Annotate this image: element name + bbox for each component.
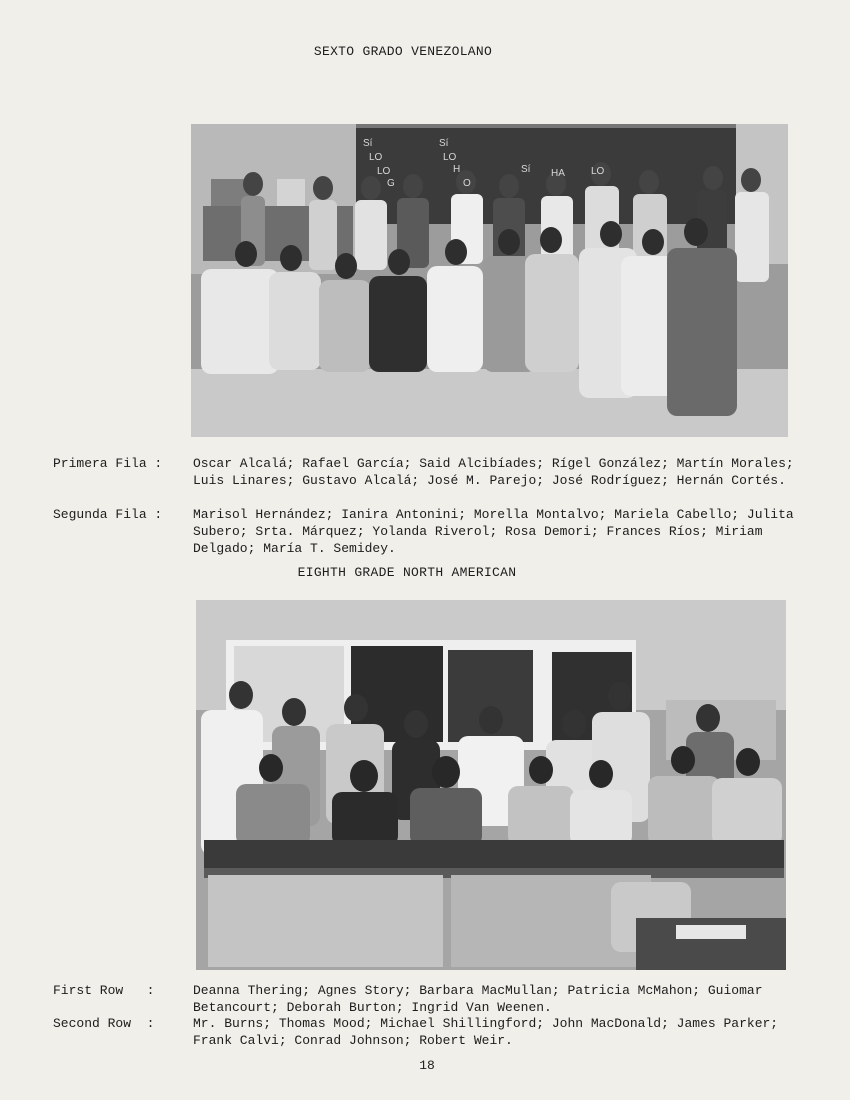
caption-label: Segunda Fila : — [53, 507, 163, 522]
caption-first-row — [53, 982, 813, 1016]
caption-names: Mr. Burns; Thomas Mood; Michael Shillingford; John MacDonald; James Parker; Frank Calvi; Conrad Johnson; Robert Weir. — [193, 1016, 779, 1048]
chalkboard-letter: LO — [591, 166, 605, 177]
caption-label: Second Row : — [53, 1016, 155, 1031]
caption-names: Deanna Thering; Agnes Story; Barbara MacMullan; Patricia McMahon; Guiomar Betancourt; Deborah Burton; Ingrid Van Weenen. — [193, 983, 763, 1015]
caption-label: First Row : — [53, 983, 155, 998]
chalkboard-letter: Sí — [363, 138, 373, 149]
chalkboard-letter: LO — [369, 152, 383, 163]
caption-names: Marisol Hernández; Ianira Antonini; Morella Montalvo; Mariela Cabello; Julita Subero; Srta. Márquez; Yolanda Riverol; Rosa Demori; Frances Ríos; Miriam Delgado; María T. Semidey. — [193, 507, 794, 556]
chalkboard-letter: H — [453, 164, 461, 175]
caption-names: Oscar Alcalá; Rafael García; Said Alcibíades; Rígel González; Martín Morales; Luis Linares; Gustavo Alcalá; José M. Parejo; José Rodríguez; Hernán Cortés. — [193, 456, 794, 488]
chalkboard-letter: O — [463, 178, 471, 189]
chalkboard-letter: LO — [443, 152, 457, 163]
chalkboard-letter: G — [387, 178, 395, 189]
chalkboard-letter: Sí — [439, 138, 449, 149]
caption-primera-fila — [53, 455, 813, 507]
class-photo-north-american — [196, 600, 786, 970]
page-number: 18 — [419, 1058, 435, 1073]
caption-segunda-fila — [53, 506, 813, 558]
caption-label: Primera Fila : — [53, 456, 163, 471]
chalkboard-letter: LO — [377, 166, 391, 177]
page-title: SEXTO GRADO VENEZOLANO — [313, 44, 493, 59]
chalkboard-letter: Sí — [521, 164, 531, 175]
caption-second-row — [53, 1015, 813, 1049]
class-photo-venezuelan — [191, 124, 788, 437]
chalkboard-letter: HA — [551, 168, 565, 179]
section-title: EIGHTH GRADE NORTH AMERICAN — [297, 565, 517, 580]
